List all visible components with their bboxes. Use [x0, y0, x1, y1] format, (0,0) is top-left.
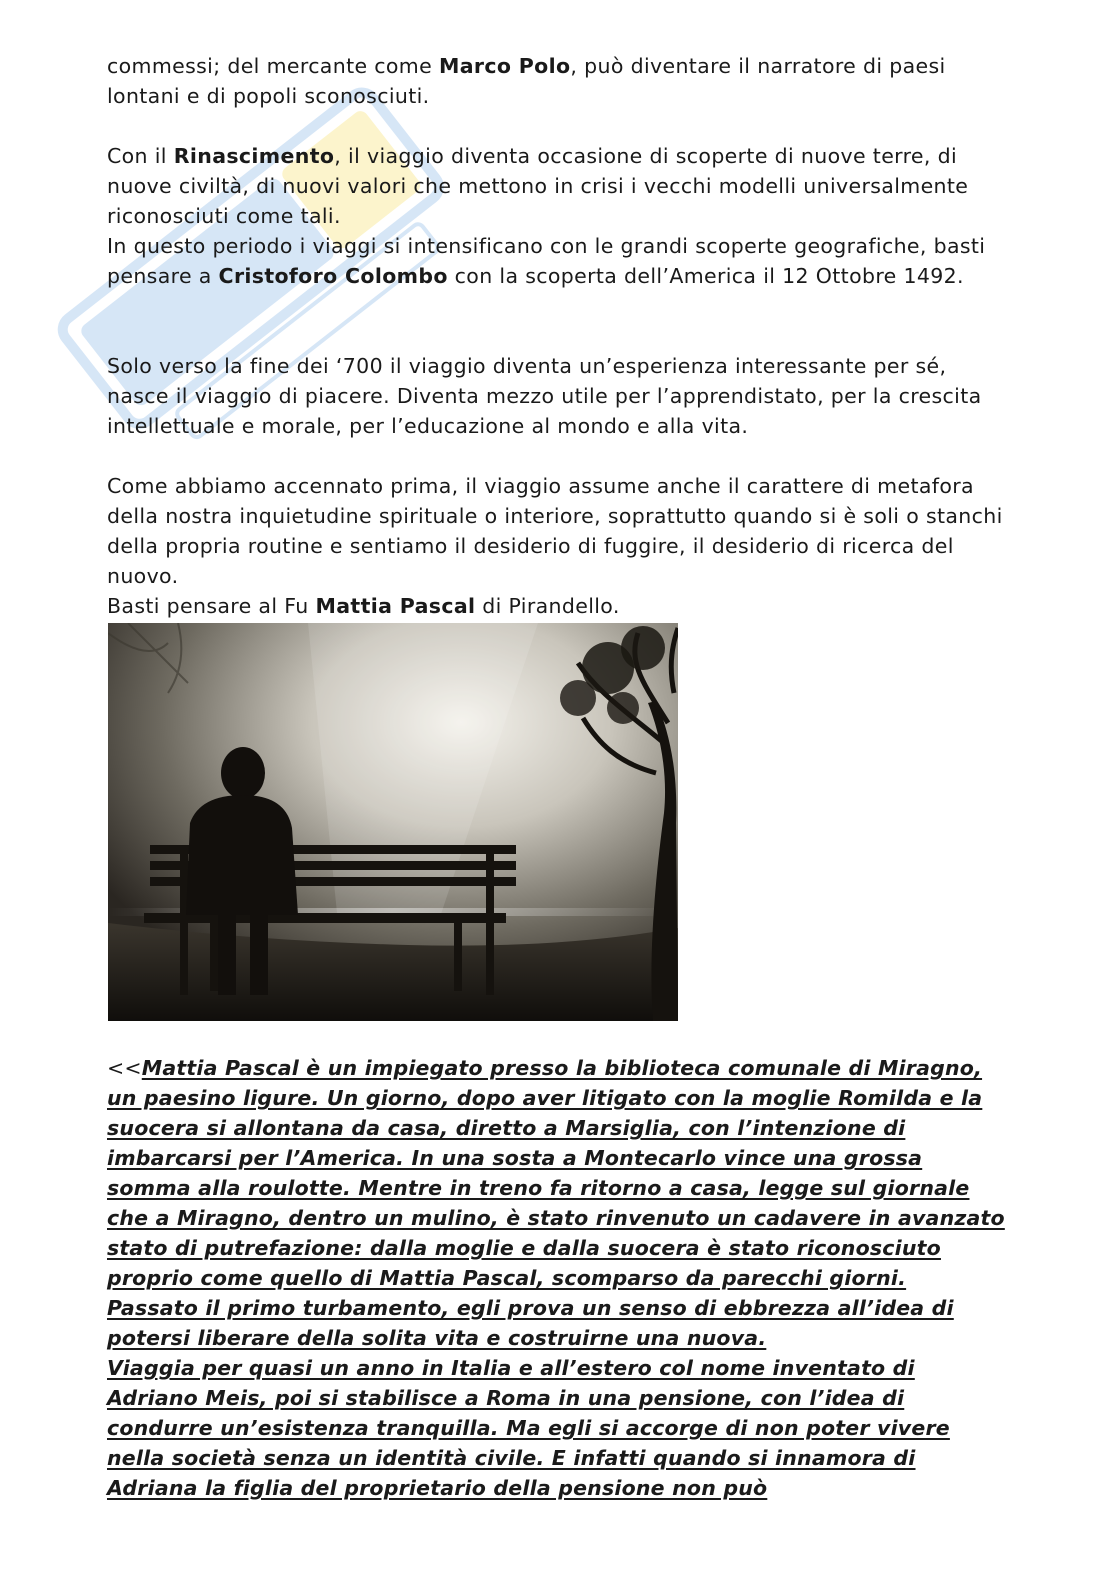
- paragraph-marco-polo: commessi; del mercante come Marco Polo, può diventare il narratore di paesi lontani e di popoli sconosciuti.: [107, 54, 946, 108]
- quote-open-marks: <<: [107, 1056, 142, 1080]
- paragraph-settecento: Solo verso la fine dei ‘700 il viaggio diventa un’esperienza interessante per sé, nasce il viaggio di piacere. Diventa mezzo utile per l’apprendistato, per la crescita intellettuale e morale, per l’educazione al mondo e alla vita.: [107, 354, 982, 438]
- bold-marco-polo: Marco Polo: [438, 54, 571, 78]
- bench-silhouette-photo: [108, 623, 678, 1021]
- bold-cristoforo-colombo: Cristoforo Colombo: [218, 264, 448, 288]
- bold-mattia-pascal: Mattia Pascal: [315, 594, 476, 618]
- quote-part-turbamento: Passato il primo turbamento, egli prova un senso di ebbrezza all’idea di potersi liberare della solita vita e costruirne una nuova.: [107, 1296, 954, 1350]
- mattia-pascal-summary-quote: [107, 1053, 1012, 1503]
- quote-part-plot: Mattia Pascal è un impiegato presso la biblioteca comunale di Miragno, un paesino ligure. Un giorno, dopo aver litigato con la moglie Romilda e la suocera si allontana da casa, diretto a Marsiglia, con l’intenzione di imbarcarsi per l’America. In una sosta a Montecarlo vince una grossa somma alla roulotte. Mentre in treno fa ritorno a casa, legge sul giornale che a Miragno, dentro un mulino, è stato rinvenuto un cadavere in avanzato stato di putrefazione: dalla moglie e dalla suocera è stato riconosciuto proprio come quello di Mattia Pascal, scomparso da parecchi giorni.: [107, 1056, 1005, 1290]
- quote-part-viaggio: Viaggia per quasi un anno in Italia e all’estero col nome inventato di Adriano Meis, poi si stabilisce a Roma in una pensione, con l’idea di condurre un’esistenza tranquilla. Ma egli si accorge di non poter vivere nella società senza un identità civile. E infatti quando si innamora di Adriana la figlia del proprietario della pensione non può: [107, 1356, 950, 1500]
- bold-rinascimento: Rinascimento: [173, 144, 335, 168]
- paragraph-rinascimento: Con il Rinascimento, il viaggio diventa occasione di scoperte di nuove terre, di nuove civiltà, di nuovi valori che mettono in crisi i vecchi modelli universalmente riconosciuti come tali. In questo periodo i viaggi si intensificano con le grandi scoperte geografiche, basti pensare a Cristoforo Colombo con la scoperta dell’America il 12 Ottobre 1492.: [107, 144, 986, 288]
- paragraph-metafora: Come abbiamo accennato prima, il viaggio assume anche il carattere di metafora della nostra inquietudine spirituale o interiore, soprattutto quando si è soli o stanchi della propria routine e sentiamo il desiderio di fuggire, il desiderio di ricerca del nuovo. Basti pensare al Fu Mattia Pascal di Pirandello.: [107, 474, 1003, 618]
